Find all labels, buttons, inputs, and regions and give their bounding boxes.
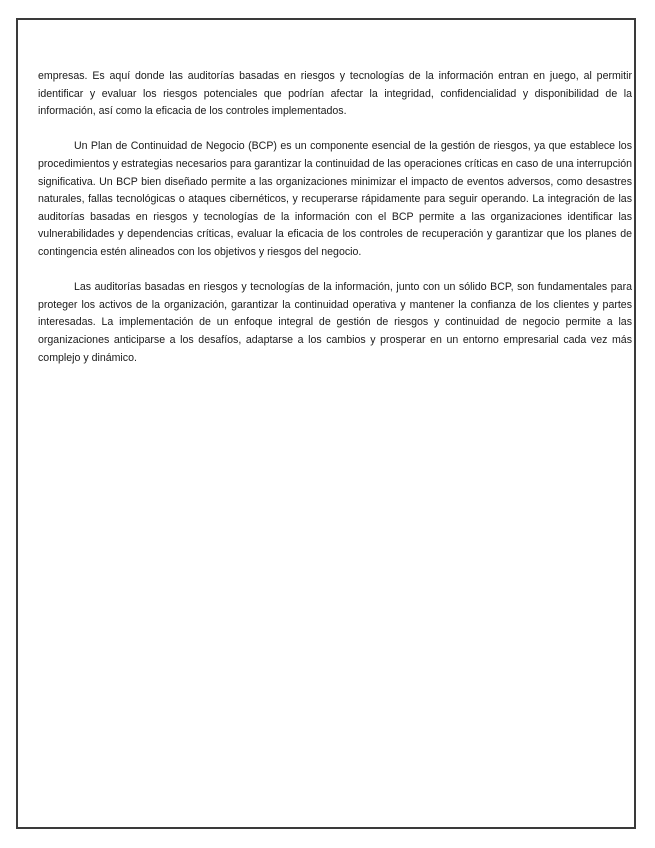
paragraph-1: empresas. Es aquí donde las auditorías basadas en riesgos y tecnologías de la información entran en juego, al permitir identificar y evaluar los riesgos potenciales que podrían afectar la integridad, confidencialidad y disponibilidad de la información, así como la eficacia de los controles implementados. (38, 70, 632, 118)
paragraph-2: Un Plan de Continuidad de Negocio (BCP) es un componente esencial de la gestión de riesgos, ya que establece los procedimientos y estrategias necesarios para garantizar la continuidad de las operaciones críticas en caso de una interrupción significativa. Un BCP bien diseñado permite a las organizaciones minimizar el impacto de eventos adversos, como desastres naturales, fallas tecnológicas o ataques cibernéticos, y recuperarse rápidamente para seguir operando. La integración de las auditorías basadas en riesgos y tecnologías de la información con el BCP permite a las organizaciones identificar las vulnerabilidades y dependencias críticas, evaluar la eficacia de los controles de recuperación y garantizar que los planes de contingencia estén alineados con los objetivos y riesgos del negocio. (38, 140, 632, 258)
page-frame (16, 18, 636, 829)
paragraph-3: Las auditorías basadas en riesgos y tecnologías de la información, junto con un sólido BCP, son fundamentales para proteger los activos de la organización, garantizar la continuidad operativa y mantener la confianza de los clientes y partes interesadas. La implementación de un enfoque integral de gestión de riesgos y continuidad de negocio permite a las organizaciones anticiparse a los desafíos, adaptarse a los cambios y prosperar en un entorno empresarial cada vez más complejo y dinámico. (38, 281, 632, 364)
page-body (38, 68, 632, 367)
